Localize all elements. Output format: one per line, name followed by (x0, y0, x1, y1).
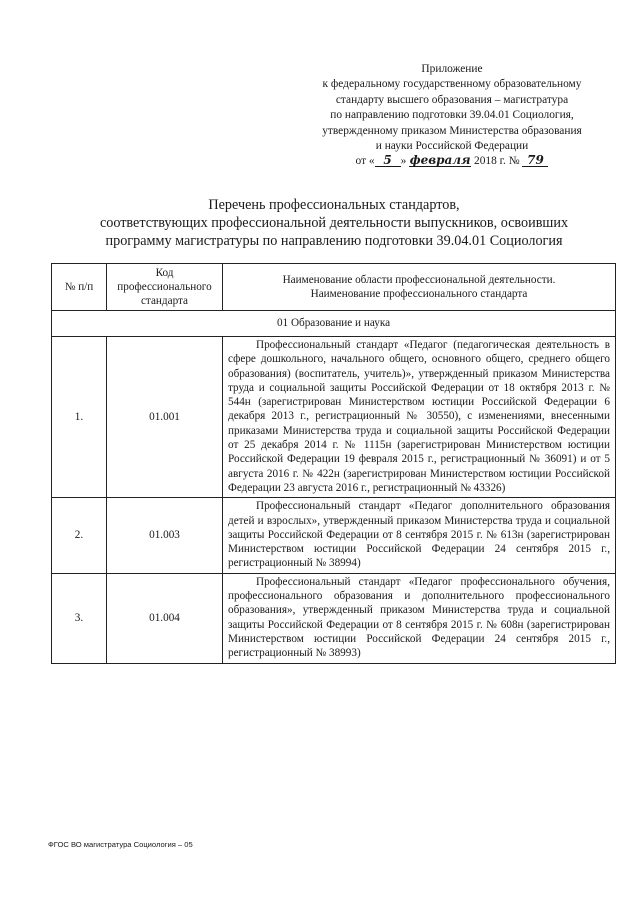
header-name-line: Наименование области профессиональной деятельности. (282, 273, 556, 286)
header-code: Код профессионального стандарта (107, 264, 223, 311)
row-number: 2. (52, 498, 107, 573)
title-line: Перечень профессиональных стандартов, (208, 197, 460, 213)
date-mid: » (400, 155, 407, 168)
section-row (52, 311, 616, 337)
appendix-line: Приложение (421, 63, 483, 75)
handwritten-day: 5 (375, 154, 401, 167)
appendix-block (296, 62, 608, 170)
row-number: 1. (52, 337, 107, 498)
row-number: 3. (52, 573, 107, 663)
appendix-line: и науки Российской Федерации (375, 140, 529, 153)
row-code: 01.004 (107, 573, 223, 663)
appendix-line: к федеральному государственному образовательному (322, 78, 582, 91)
row-code: 01.001 (107, 337, 223, 498)
date-suffix: 2018 г. № (474, 155, 520, 168)
row-description: Профессиональный стандарт «Педагог дополнительного образования детей и взрослых», утвержденный приказом Министерства труда и социальной защиты Российской Федерации от 8 сентября 2015 г. № 613н (зарегистрирован Министерством юстиции Российской Федерации 24 сентября 2015 г., регистрационный № 38994) (223, 498, 616, 573)
header-name (223, 264, 616, 311)
header-name-line: Наименование профессионального стандарта (310, 288, 528, 300)
table-header-row (52, 264, 616, 311)
title-line: соответствующих профессиональной деятельности выпускников, освоивших (99, 215, 569, 231)
date-prefix: от « (355, 155, 375, 168)
appendix-date-line (296, 154, 608, 169)
table-row (52, 498, 616, 573)
appendix-line: стандарту высшего образования – магистратура (335, 93, 569, 106)
document-title (40, 196, 628, 250)
title-line: программу магистратуры по направлению подготовки 39.04.01 Социология (105, 233, 563, 249)
page-footer: ФГОС ВО магистратура Социология – 05 (48, 840, 193, 849)
section-title: 01 Образование и наука (52, 311, 616, 337)
row-description: Профессиональный стандарт «Педагог (педагогическая деятельность в сфере дошкольного, начального общего, основного общего, среднего общего образования) (воспитатель, учитель)», утвержденный приказом Министерства труда и социальной защиты Российской Федерации от 18 октября 2013 г. № 544н (зарегистрирован Министерством юстиции Российской Федерации 6 декабря 2013 г., регистрационный № 30550), с изменениями, внесенными приказами Министерства труда и социальной защиты Российской Федерации от 25 декабря 2014 г. № 1115н (зарегистрирован Министерством юстиции Российской Федерации 19 февраля 2015 г., регистрационный № 36091) и от 5 августа 2016 г. № 422н (зарегистрирован Министерством юстиции Российской Федерации 23 августа 2016 г., регистрационный № 43326) (223, 337, 616, 498)
row-code: 01.003 (107, 498, 223, 573)
header-num: № п/п (52, 264, 107, 311)
handwritten-number: 79 (522, 154, 548, 167)
table-row (52, 337, 616, 498)
handwritten-month: февраля (409, 153, 471, 168)
row-description: Профессиональный стандарт «Педагог профессионального обучения, профессионального образования и дополнительного профессионального образования», утвержденный приказом Министерства труда и социальной защиты Российской Федерации от 8 сентября 2015 г. № 608н (зарегистрирован Министерством юстиции Российской Федерации 24 сентября 2015 г., регистрационный № 38993) (223, 573, 616, 663)
standards-table (51, 263, 616, 664)
table-row (52, 573, 616, 663)
appendix-line: утвержденному приказом Министерства образования (322, 124, 582, 137)
appendix-line: по направлению подготовки 39.04.01 Социология, (330, 109, 574, 122)
